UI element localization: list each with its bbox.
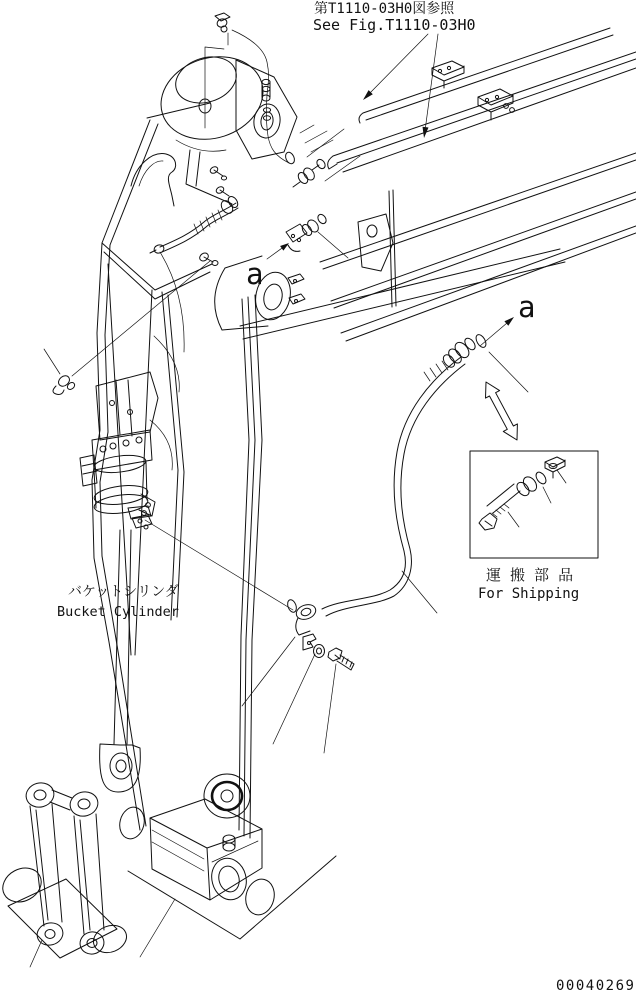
view-label-left: a <box>246 257 264 291</box>
grease-fitting-left <box>44 349 76 395</box>
boss-bolts <box>209 165 229 196</box>
arm-assembly <box>92 103 262 838</box>
cylinder-rod <box>114 530 131 744</box>
grease-line-top <box>205 13 289 163</box>
view-label-right: a <box>518 290 536 324</box>
shipping-label-jp: 運 搬 部 品 <box>486 566 574 584</box>
bucket-cylinder-label-en: Bucket Cylinder <box>57 604 179 620</box>
shipping-bolt <box>479 474 539 530</box>
hose-end-fitting <box>441 336 477 369</box>
arm-foot <box>128 774 336 957</box>
o-ring-3 <box>286 599 298 614</box>
reference-arrows <box>363 34 438 138</box>
cylinder-band-clamp <box>93 483 155 516</box>
elbow-fitting-2 <box>300 213 328 237</box>
arm-plate-notch <box>131 154 176 206</box>
clamp-bolt <box>198 251 218 265</box>
hose-fitting-b <box>263 108 270 121</box>
elbow-fittings <box>284 129 360 258</box>
view-arrow-right <box>480 317 514 346</box>
elbow-fitting-1 <box>293 158 327 187</box>
bucket-cylinder <box>80 372 293 792</box>
flange-fitting <box>286 224 307 251</box>
bucket-link <box>8 780 117 967</box>
washer <box>314 645 325 658</box>
drawing-number: 00040269 <box>556 978 636 993</box>
reference-note-jp: 第T1110-03H0図参照 <box>314 1 455 17</box>
rod-clamp <box>128 506 152 529</box>
bucket-cylinder-label-jp: バケットシリンダ <box>68 584 179 600</box>
bolt <box>328 648 354 670</box>
shipping-label-en: For Shipping <box>478 586 580 602</box>
grease-fitting-top <box>215 13 230 32</box>
seal-rings <box>0 805 278 958</box>
clamp-block-small-2 <box>289 294 305 304</box>
reference-note-en: See Fig.T1110-03H0 <box>313 16 476 34</box>
hose-elbow <box>294 602 318 635</box>
shipping-nut <box>545 457 565 478</box>
view-arrow-left <box>267 243 289 259</box>
shipping-direction-arrow <box>486 382 518 440</box>
cylinder-mount-boss <box>150 44 297 204</box>
shipping-parts-box <box>470 451 598 558</box>
clamp-block-small-1 <box>288 274 304 284</box>
o-ring-1 <box>284 151 296 165</box>
